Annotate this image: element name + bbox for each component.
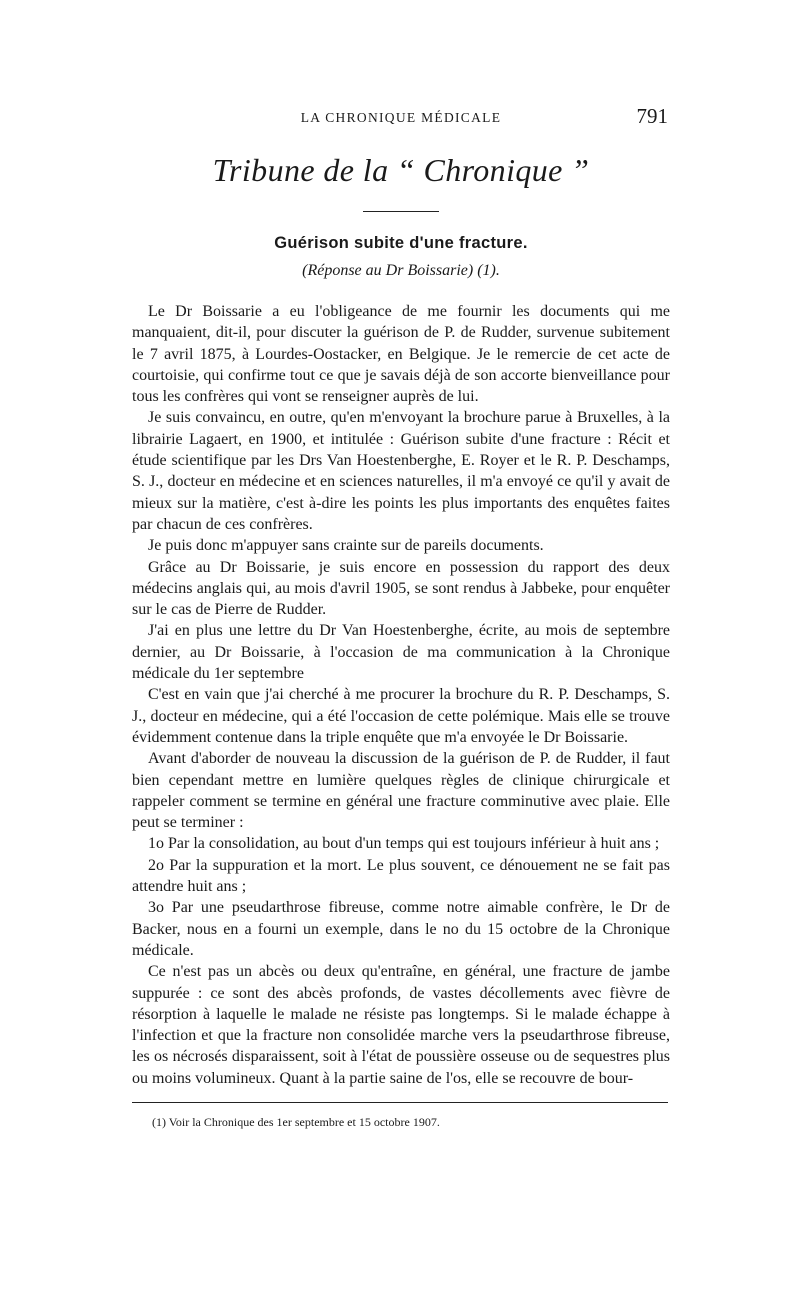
section-title: Tribune de la “ Chronique ” xyxy=(212,152,590,188)
page xyxy=(132,100,670,1130)
paragraph: 3o Par une pseudarthrose fibreuse, comme notre aimable confrère, le Dr de Backer, nous en a fourni un exemple, dans le no du 15 octobre de la Chronique médicale. xyxy=(132,899,670,959)
paragraph: Je puis donc m'appuyer sans crainte sur de pareils documents. xyxy=(148,537,544,555)
page-number: 791 xyxy=(636,104,668,128)
running-title: LA CHRONIQUE MÉDICALE xyxy=(300,110,502,125)
article-title: Guérison subite d'une fracture. xyxy=(274,234,528,252)
title-divider xyxy=(363,211,439,212)
paragraph: 2o Par la suppuration et la mort. Le plus souvent, ce dénouement ne se fait pas attendre huit ans ; xyxy=(132,856,670,896)
paragraph: Avant d'aborder de nouveau la discussion de la guérison de P. de Rudder, il faut bien cependant mettre en lumière quelques règles de clinique chirurgicale et rappeler comment se termine en général une fracture comminutive avec plaie. Elle peut se terminer : xyxy=(132,750,670,832)
paragraph: Je suis convaincu, en outre, qu'en m'envoyant la brochure parue à Bruxelles, à la librairie Lagaert, en 1900, et intitulée : Guérison subite d'une fracture : Récit et étude scientifique par les Drs Van Hoestenberghe, E. Royer et le R. P. Deschamps, S. J., docteur en médecine et en sciences naturelles, il m'a envoyé ce qu'il y avait de mieux sur la matière, c'est à-dire les points les plus importants des enquêtes faites par chacun de ces confrères. xyxy=(132,409,670,533)
paragraph: Ce n'est pas un abcès ou deux qu'entraîne, en général, une fracture de jambe suppurée : ce sont des abcès profonds, de vastes décollements avec fièvre de résorption à laquelle le malade ne résiste pas longtemps. Si le malade échappe à l'infection et que la fracture non consolidée marche vers la pseudarthrose fibreuse, les os nécrosés disparaissent, soit à l'état de poussière osseuse ou de sequestres plus ou moins volumineux. Quant à la partie saine de l'os, elle se recouvre de bour- xyxy=(132,963,670,1087)
article-body xyxy=(132,301,670,1089)
paragraph: J'ai en plus une lettre du Dr Van Hoestenberghe, écrite, au mois de septembre dernier, au Dr Boissarie, à l'occasion de ma communication à la Chronique médicale du 1er septembre xyxy=(132,622,670,683)
paragraph: Grâce au Dr Boissarie, je suis encore en possession du rapport des deux médecins anglais qui, au mois d'avril 1905, se sont rendus à Jabbeke, pour enquêter sur le cas de Pierre de Rudder. xyxy=(132,558,670,619)
paragraph: C'est en vain que j'ai cherché à me procurer la brochure du R. P. Deschamps, S. J., docteur en médecine, qui a été l'occasion de cette polémique. Mais elle se trouve évidemment contenue dans la triple enquête que m'a envoyée le Dr Boissarie. xyxy=(132,686,670,746)
footnote-divider xyxy=(132,1102,668,1103)
running-head xyxy=(132,100,670,130)
footnote: (1) Voir la Chronique des 1er septembre et 15 octobre 1907. xyxy=(152,1114,440,1129)
paragraph: 1o Par la consolidation, au bout d'un temps qui est toujours inférieur à huit ans ; xyxy=(148,835,660,853)
article-subtitle: (Réponse au Dr Boissarie) (1). xyxy=(302,262,500,279)
paragraph: Le Dr Boissarie a eu l'obligeance de me fournir les documents qui me manquaient, dit-il, pour discuter la guérison de P. de Rudder, survenue subitement le 7 avril 1875, à Lourdes-Oostacker, en Belgique. Je le remercie de cet acte de courtoisie, qui confirme tout ce que je savais déjà de son accorte bienveillance pour tous les confrères qui vont se renseigner auprès de lui. xyxy=(132,303,670,406)
